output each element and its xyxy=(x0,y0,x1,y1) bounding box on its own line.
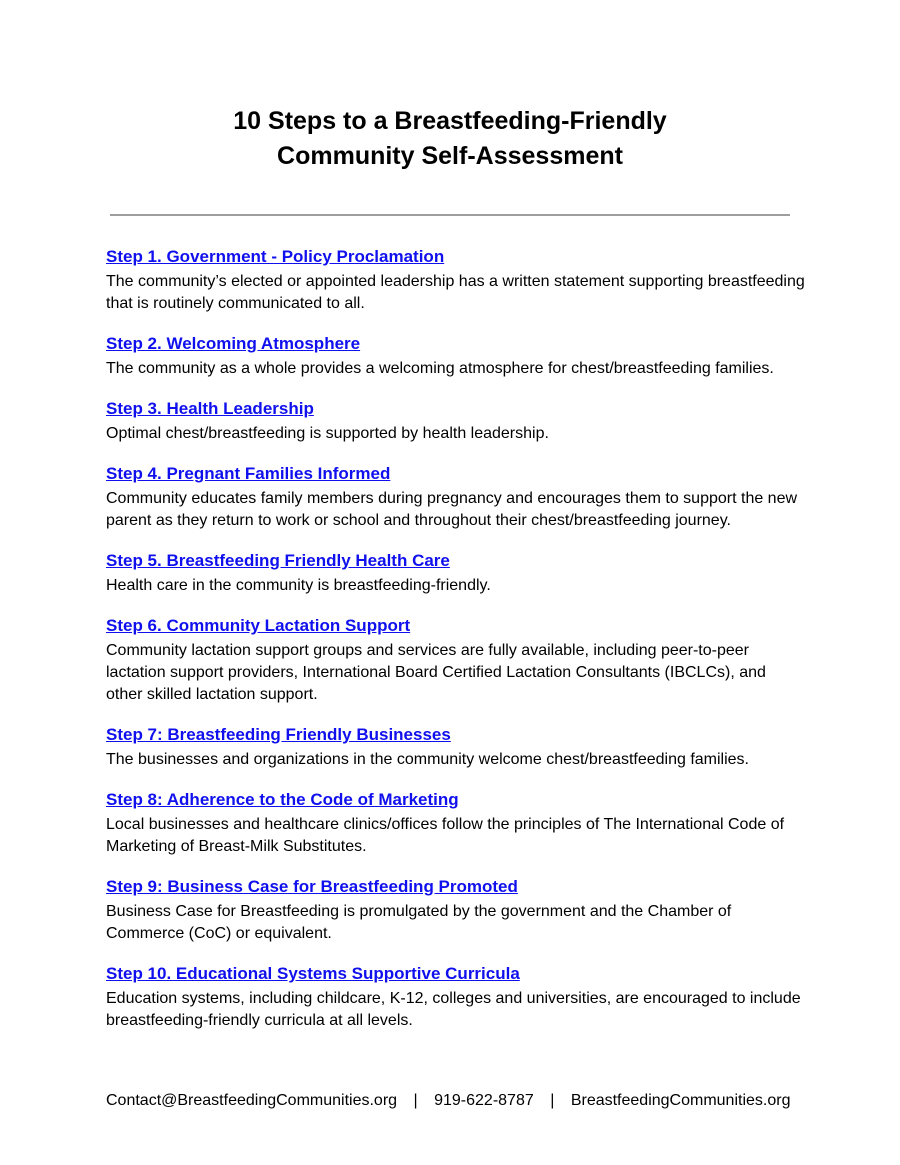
footer-phone: 919-622-8787 xyxy=(434,1092,534,1109)
step-link-2[interactable]: Step 2. Welcoming Atmosphere xyxy=(106,334,361,353)
step-link-1[interactable]: Step 1. Government - Policy Proclamation xyxy=(106,247,445,266)
step-link-7[interactable]: Step 7: Breastfeeding Friendly Businesses xyxy=(106,725,451,744)
step-link-3[interactable]: Step 3. Health Leadership xyxy=(106,399,314,418)
steps-list xyxy=(106,245,806,1049)
step-item-8 xyxy=(106,788,806,858)
footer-email: Contact@BreastfeedingCommunities.org xyxy=(106,1092,398,1109)
step-item-4 xyxy=(106,462,806,532)
step-link-8[interactable]: Step 8: Adherence to the Code of Marketing xyxy=(106,790,459,809)
footer-separator: | xyxy=(413,1092,418,1109)
step-item-10 xyxy=(106,962,806,1032)
step-item-6 xyxy=(106,614,806,706)
step-item-2 xyxy=(106,332,806,380)
document-title-line-1: 10 Steps to a Breastfeeding-Friendly xyxy=(233,107,667,135)
step-link-6[interactable]: Step 6. Community Lactation Support xyxy=(106,616,411,635)
step-description-2: The community as a whole provides a welcoming atmosphere for chest/breastfeeding families. xyxy=(106,360,774,377)
document-title-line-2: Community Self-Assessment xyxy=(277,142,623,170)
step-item-9 xyxy=(106,875,806,945)
step-link-10[interactable]: Step 10. Educational Systems Supportive Curricula xyxy=(106,964,520,983)
footer-separator: | xyxy=(550,1092,555,1109)
step-item-1 xyxy=(106,245,806,315)
step-link-5[interactable]: Step 5. Breastfeeding Friendly Health Care xyxy=(106,551,450,570)
step-item-3 xyxy=(106,397,806,445)
step-description-3: Optimal chest/breastfeeding is supported by health leadership. xyxy=(106,425,549,442)
step-description-1: The community’s elected or appointed leadership has a written statement supporting breastfeeding that is routinely communicated to all. xyxy=(106,273,805,312)
step-description-5: Health care in the community is breastfeeding-friendly. xyxy=(106,577,491,594)
contact-footer xyxy=(106,1090,826,1112)
step-description-4: Community educates family members during pregnancy and encourages them to support the new parent as they return to work or school and throughout their chest/breastfeeding journey. xyxy=(106,490,798,529)
step-link-9[interactable]: Step 9: Business Case for Breastfeeding Promoted xyxy=(106,877,518,896)
step-link-4[interactable]: Step 4. Pregnant Families Informed xyxy=(106,464,391,483)
step-description-8: Local businesses and healthcare clinics/offices follow the principles of The International Code of Marketing of Breast-Milk Substitutes. xyxy=(106,816,785,855)
horizontal-divider xyxy=(110,214,790,216)
step-description-10: Education systems, including childcare, K-12, colleges and universities, are encouraged to include breastfeeding-friendly curricula at all levels. xyxy=(106,990,801,1029)
step-item-5 xyxy=(106,549,806,597)
step-description-7: The businesses and organizations in the community welcome chest/breastfeeding families. xyxy=(106,751,749,768)
step-description-6: Community lactation support groups and services are fully available, including peer-to-peer lactation support providers, International Board Certified Lactation Consultants (IBCLCs), and other skilled lactation support. xyxy=(106,642,766,703)
document-title xyxy=(0,104,900,174)
step-item-7 xyxy=(106,723,806,771)
footer-website: BreastfeedingCommunities.org xyxy=(570,1092,791,1109)
step-description-9: Business Case for Breastfeeding is promulgated by the government and the Chamber of Commerce (CoC) or equivalent. xyxy=(106,903,732,942)
